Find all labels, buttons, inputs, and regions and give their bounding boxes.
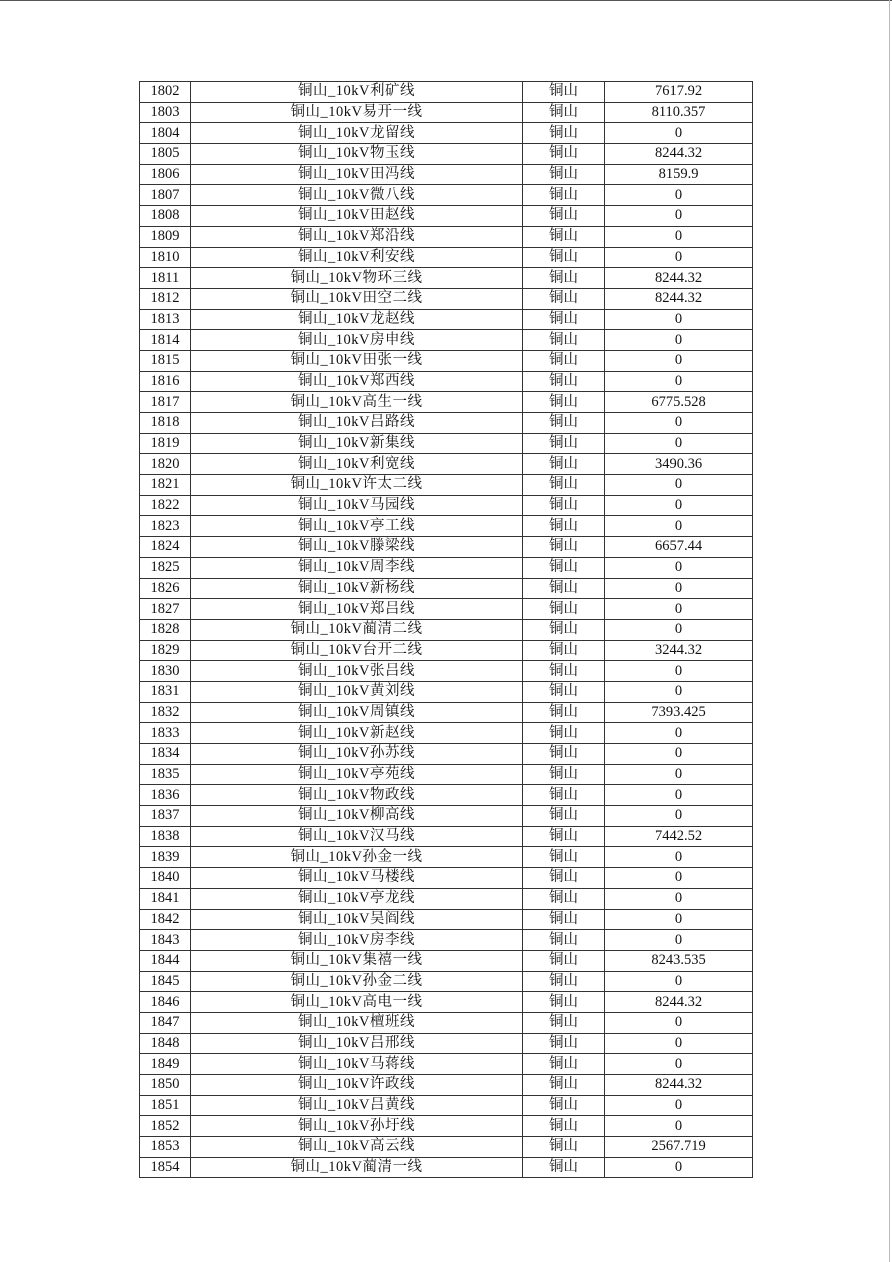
table-row [140,1054,753,1075]
line-name: 铜山_10kV微八线 [191,185,523,206]
line-name: 铜山_10kV房李线 [191,930,523,951]
value: 2567.719 [605,1137,753,1158]
value: 0 [605,516,753,537]
table-row [140,185,753,206]
line-name: 铜山_10kV滕梁线 [191,537,523,558]
region: 铜山 [523,661,605,682]
table-row [140,206,753,227]
value: 0 [605,681,753,702]
line-name: 铜山_10kV郑沿线 [191,226,523,247]
page-top-border [0,0,892,1]
line-name: 铜山_10kV利矿线 [191,82,523,103]
line-name: 铜山_10kV郑西线 [191,371,523,392]
region: 铜山 [523,640,605,661]
value: 8244.32 [605,992,753,1013]
row-number: 1822 [140,495,191,516]
region: 铜山 [523,475,605,496]
region: 铜山 [523,1095,605,1116]
line-name: 铜山_10kV吴阎线 [191,909,523,930]
row-number: 1848 [140,1033,191,1054]
region: 铜山 [523,557,605,578]
value: 0 [605,1012,753,1033]
region: 铜山 [523,971,605,992]
line-name: 铜山_10kV郑吕线 [191,599,523,620]
row-number: 1838 [140,826,191,847]
row-number: 1852 [140,1116,191,1137]
table-row [140,930,753,951]
table-row [140,1075,753,1096]
region: 铜山 [523,371,605,392]
value: 8110.357 [605,102,753,123]
region: 铜山 [523,888,605,909]
line-name: 铜山_10kV易开一线 [191,102,523,123]
table-row [140,950,753,971]
table-row [140,433,753,454]
region: 铜山 [523,681,605,702]
value: 0 [605,888,753,909]
table-row [140,681,753,702]
table-row [140,909,753,930]
table-row [140,826,753,847]
value: 0 [605,330,753,351]
value: 0 [605,930,753,951]
table-row [140,619,753,640]
row-number: 1815 [140,350,191,371]
line-name: 铜山_10kV田冯线 [191,164,523,185]
table-row [140,1033,753,1054]
value: 7617.92 [605,82,753,103]
line-name: 铜山_10kV吕邢线 [191,1033,523,1054]
region: 铜山 [523,433,605,454]
line-name: 铜山_10kV物政线 [191,785,523,806]
row-number: 1820 [140,454,191,475]
row-number: 1805 [140,144,191,165]
line-name: 铜山_10kV蔺清一线 [191,1157,523,1178]
value: 0 [605,619,753,640]
value: 0 [605,578,753,599]
value: 0 [605,371,753,392]
table-row [140,888,753,909]
value: 3244.32 [605,640,753,661]
row-number: 1853 [140,1137,191,1158]
row-number: 1802 [140,82,191,103]
value: 0 [605,744,753,765]
line-name: 铜山_10kV吕路线 [191,413,523,434]
region: 铜山 [523,537,605,558]
table-row [140,599,753,620]
table-row [140,806,753,827]
table-row [140,247,753,268]
feeder-line-table [139,81,753,1178]
line-name: 铜山_10kV高云线 [191,1137,523,1158]
table-row [140,309,753,330]
line-name: 铜山_10kV亭工线 [191,516,523,537]
value: 0 [605,433,753,454]
table-row [140,164,753,185]
line-name: 铜山_10kV房申线 [191,330,523,351]
value: 0 [605,1095,753,1116]
table-row [140,661,753,682]
region: 铜山 [523,226,605,247]
region: 铜山 [523,1012,605,1033]
table-row [140,578,753,599]
row-number: 1824 [140,537,191,558]
row-number: 1825 [140,557,191,578]
value: 0 [605,1033,753,1054]
line-name: 铜山_10kV台开二线 [191,640,523,661]
row-number: 1827 [140,599,191,620]
row-number: 1803 [140,102,191,123]
line-name: 铜山_10kV新赵线 [191,723,523,744]
table-row [140,640,753,661]
region: 铜山 [523,930,605,951]
table-row [140,1095,753,1116]
value: 8243.535 [605,950,753,971]
row-number: 1835 [140,764,191,785]
region: 铜山 [523,764,605,785]
row-number: 1828 [140,619,191,640]
table-row [140,102,753,123]
line-name: 铜山_10kV高生一线 [191,392,523,413]
value: 0 [605,661,753,682]
row-number: 1814 [140,330,191,351]
line-name: 铜山_10kV物环三线 [191,268,523,289]
region: 铜山 [523,206,605,227]
value: 0 [605,723,753,744]
table-row [140,226,753,247]
table-row [140,268,753,289]
row-number: 1829 [140,640,191,661]
value: 0 [605,909,753,930]
value: 0 [605,847,753,868]
value: 0 [605,247,753,268]
table-body [140,82,753,1178]
line-name: 铜山_10kV许政线 [191,1075,523,1096]
line-name: 铜山_10kV许太二线 [191,475,523,496]
value: 0 [605,185,753,206]
value: 0 [605,475,753,496]
region: 铜山 [523,1033,605,1054]
table-row [140,1157,753,1178]
line-name: 铜山_10kV张吕线 [191,661,523,682]
table-row [140,144,753,165]
region: 铜山 [523,619,605,640]
row-number: 1834 [140,744,191,765]
value: 0 [605,557,753,578]
region: 铜山 [523,723,605,744]
value: 8244.32 [605,144,753,165]
region: 铜山 [523,102,605,123]
region: 铜山 [523,826,605,847]
value: 0 [605,123,753,144]
row-number: 1810 [140,247,191,268]
table-row [140,495,753,516]
value: 0 [605,226,753,247]
region: 铜山 [523,1075,605,1096]
row-number: 1809 [140,226,191,247]
region: 铜山 [523,868,605,889]
row-number: 1817 [140,392,191,413]
line-name: 铜山_10kV马园线 [191,495,523,516]
region: 铜山 [523,578,605,599]
value: 6657.44 [605,537,753,558]
row-number: 1812 [140,288,191,309]
value: 0 [605,413,753,434]
row-number: 1837 [140,806,191,827]
table-row [140,392,753,413]
region: 铜山 [523,1116,605,1137]
row-number: 1813 [140,309,191,330]
row-number: 1841 [140,888,191,909]
row-number: 1818 [140,413,191,434]
table-row [140,123,753,144]
row-number: 1806 [140,164,191,185]
row-number: 1836 [140,785,191,806]
row-number: 1804 [140,123,191,144]
line-name: 铜山_10kV物玉线 [191,144,523,165]
row-number: 1840 [140,868,191,889]
line-name: 铜山_10kV高电一线 [191,992,523,1013]
line-name: 铜山_10kV蔺清二线 [191,619,523,640]
value: 0 [605,206,753,227]
row-number: 1851 [140,1095,191,1116]
region: 铜山 [523,247,605,268]
region: 铜山 [523,82,605,103]
region: 铜山 [523,992,605,1013]
row-number: 1846 [140,992,191,1013]
line-name: 铜山_10kV吕黄线 [191,1095,523,1116]
table-row [140,723,753,744]
value: 8159.9 [605,164,753,185]
region: 铜山 [523,392,605,413]
page-right-border [889,0,890,1262]
region: 铜山 [523,350,605,371]
line-name: 铜山_10kV田赵线 [191,206,523,227]
table-row [140,702,753,723]
value: 3490.36 [605,454,753,475]
region: 铜山 [523,288,605,309]
region: 铜山 [523,785,605,806]
value: 0 [605,1157,753,1178]
value: 7442.52 [605,826,753,847]
line-name: 铜山_10kV利宽线 [191,454,523,475]
region: 铜山 [523,1054,605,1075]
line-name: 铜山_10kV柳高线 [191,806,523,827]
value: 0 [605,764,753,785]
table-row [140,992,753,1013]
row-number: 1854 [140,1157,191,1178]
table-row [140,413,753,434]
row-number: 1849 [140,1054,191,1075]
row-number: 1842 [140,909,191,930]
region: 铜山 [523,413,605,434]
row-number: 1845 [140,971,191,992]
value: 0 [605,495,753,516]
table-row [140,350,753,371]
line-name: 铜山_10kV马蒋线 [191,1054,523,1075]
row-number: 1821 [140,475,191,496]
row-number: 1823 [140,516,191,537]
row-number: 1832 [140,702,191,723]
table-row [140,371,753,392]
table-row [140,1012,753,1033]
row-number: 1839 [140,847,191,868]
line-name: 铜山_10kV田张一线 [191,350,523,371]
line-name: 铜山_10kV周镇线 [191,702,523,723]
row-number: 1830 [140,661,191,682]
line-name: 铜山_10kV新杨线 [191,578,523,599]
region: 铜山 [523,909,605,930]
row-number: 1833 [140,723,191,744]
table-row [140,516,753,537]
table-row [140,785,753,806]
table-row [140,744,753,765]
table-row [140,868,753,889]
table-row [140,537,753,558]
value: 0 [605,868,753,889]
line-name: 铜山_10kV亭苑线 [191,764,523,785]
line-name: 铜山_10kV集禧一线 [191,950,523,971]
region: 铜山 [523,702,605,723]
value: 8244.32 [605,268,753,289]
value: 6775.528 [605,392,753,413]
region: 铜山 [523,1157,605,1178]
value: 0 [605,806,753,827]
value: 0 [605,309,753,330]
region: 铜山 [523,268,605,289]
line-name: 铜山_10kV田空二线 [191,288,523,309]
line-name: 铜山_10kV新集线 [191,433,523,454]
value: 0 [605,1054,753,1075]
table-row [140,971,753,992]
table-row [140,454,753,475]
table-row [140,82,753,103]
row-number: 1811 [140,268,191,289]
row-number: 1816 [140,371,191,392]
value: 0 [605,1116,753,1137]
line-name: 铜山_10kV周李线 [191,557,523,578]
value: 0 [605,350,753,371]
row-number: 1807 [140,185,191,206]
value: 0 [605,785,753,806]
line-name: 铜山_10kV龙留线 [191,123,523,144]
region: 铜山 [523,185,605,206]
value: 0 [605,971,753,992]
line-name: 铜山_10kV孙金二线 [191,971,523,992]
line-name: 铜山_10kV汉马线 [191,826,523,847]
region: 铜山 [523,516,605,537]
region: 铜山 [523,454,605,475]
region: 铜山 [523,950,605,971]
region: 铜山 [523,330,605,351]
table-row [140,847,753,868]
table-row [140,764,753,785]
table-row [140,1137,753,1158]
row-number: 1819 [140,433,191,454]
line-name: 铜山_10kV亭龙线 [191,888,523,909]
line-name: 铜山_10kV马楼线 [191,868,523,889]
row-number: 1850 [140,1075,191,1096]
line-name: 铜山_10kV利安线 [191,247,523,268]
region: 铜山 [523,164,605,185]
region: 铜山 [523,847,605,868]
region: 铜山 [523,495,605,516]
value: 0 [605,599,753,620]
line-name: 铜山_10kV黄刘线 [191,681,523,702]
row-number: 1843 [140,930,191,951]
value: 8244.32 [605,1075,753,1096]
value: 8244.32 [605,288,753,309]
table-row [140,1116,753,1137]
region: 铜山 [523,309,605,330]
line-name: 铜山_10kV孙金一线 [191,847,523,868]
region: 铜山 [523,744,605,765]
region: 铜山 [523,599,605,620]
region: 铜山 [523,1137,605,1158]
line-name: 铜山_10kV龙赵线 [191,309,523,330]
table-row [140,330,753,351]
row-number: 1844 [140,950,191,971]
line-name: 铜山_10kV孙圩线 [191,1116,523,1137]
row-number: 1826 [140,578,191,599]
region: 铜山 [523,123,605,144]
table-row [140,557,753,578]
region: 铜山 [523,144,605,165]
region: 铜山 [523,806,605,827]
line-name: 铜山_10kV孙苏线 [191,744,523,765]
row-number: 1808 [140,206,191,227]
line-name: 铜山_10kV檀班线 [191,1012,523,1033]
table-row [140,288,753,309]
row-number: 1847 [140,1012,191,1033]
row-number: 1831 [140,681,191,702]
value: 7393.425 [605,702,753,723]
table-row [140,475,753,496]
